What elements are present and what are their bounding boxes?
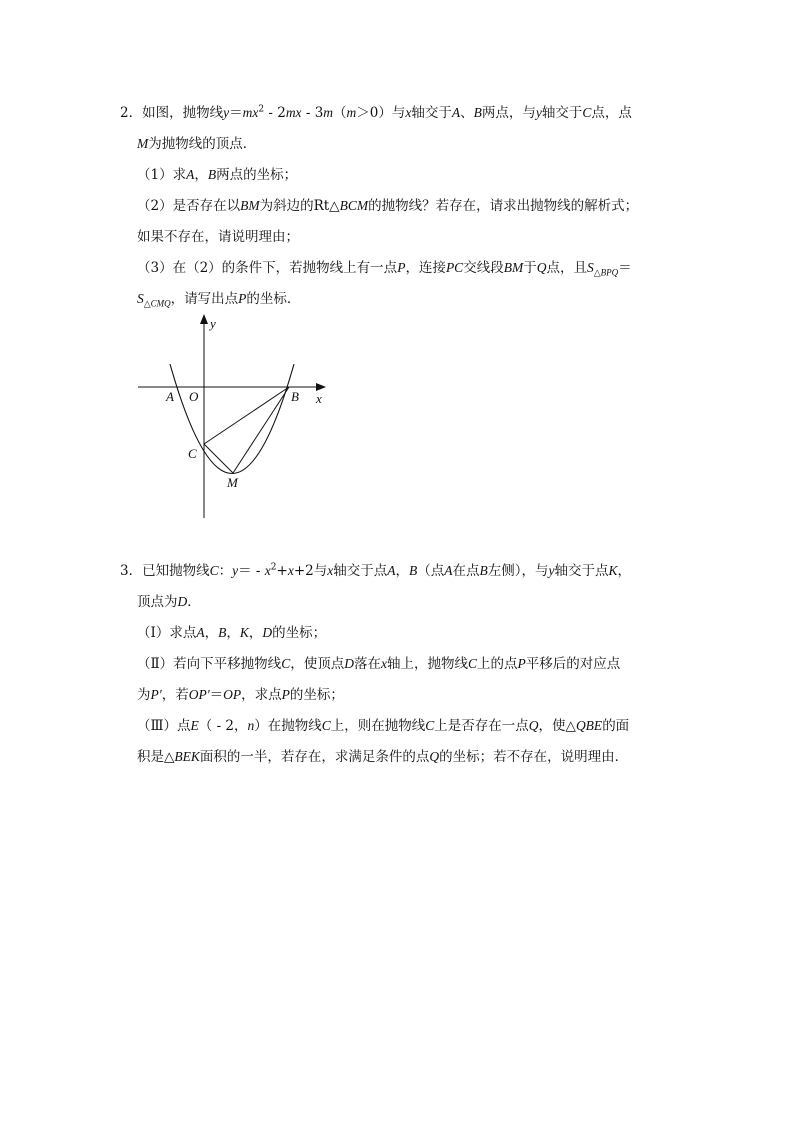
var: y: [223, 105, 230, 120]
var: E: [190, 718, 199, 733]
var: C: [467, 656, 477, 671]
text: ，使顶点: [290, 656, 345, 672]
var: D: [344, 656, 354, 671]
var: BM: [240, 198, 260, 213]
text: （1）求: [137, 167, 187, 183]
var: y: [535, 105, 542, 120]
var: x: [327, 563, 334, 578]
exponent: 2: [258, 104, 265, 115]
var: P: [281, 687, 290, 702]
text: 轴交于: [541, 105, 583, 121]
text: ，: [204, 625, 219, 641]
var: Q: [429, 749, 440, 764]
var: Q: [528, 718, 539, 733]
var: m: [323, 105, 334, 120]
label-y: y: [210, 316, 216, 331]
subscript: △BPQ: [593, 267, 619, 278]
text: （3）在（2）的条件下，若抛物线上有一点: [137, 260, 398, 276]
text: 的坐标；若不存在，说明理由．: [439, 749, 629, 765]
problem3-q1: [137, 624, 326, 642]
var: Q: [536, 260, 547, 275]
text: 轴上，抛物线: [386, 656, 468, 672]
text: 点，点: [591, 105, 632, 121]
problem2-q1: [137, 166, 297, 184]
text: ，请写出点: [170, 291, 239, 307]
problem3-q2: [137, 655, 620, 673]
var: A: [387, 563, 396, 578]
text: 如图，抛物线: [142, 105, 224, 121]
text: 落在: [353, 656, 381, 672]
problem3-line2: [137, 593, 201, 611]
var: B: [408, 563, 418, 578]
text: 的面: [602, 718, 630, 734]
x-axis-arrow: [316, 383, 326, 391]
var: M: [137, 136, 149, 151]
var: x: [405, 105, 412, 120]
text: - 3: [301, 105, 324, 121]
text: 面积的一半，若存在，求满足条件的点: [199, 749, 430, 765]
text: ＝: [229, 105, 243, 121]
text: 的抛物线？若存在，请求出抛物线的解析式；: [368, 198, 639, 214]
text: 轴交于点: [554, 563, 609, 579]
var: C: [425, 718, 435, 733]
segment-MB: [233, 387, 289, 473]
var: K: [239, 625, 249, 640]
text: - 2: [264, 105, 286, 121]
var: C: [321, 718, 331, 733]
text: ，求点: [241, 687, 282, 703]
text: 、: [460, 105, 474, 121]
var: S: [586, 260, 594, 275]
text: ，使△: [538, 718, 576, 734]
text: 为抛物线的顶点．: [148, 136, 257, 152]
text: ，连接: [405, 260, 446, 276]
var: BM: [503, 260, 524, 275]
var: D: [177, 594, 188, 609]
problem3-line1: [120, 562, 631, 580]
text: 点，且: [546, 260, 587, 276]
var: B: [218, 625, 227, 640]
label-B: B: [291, 389, 299, 404]
text: 于: [523, 260, 537, 276]
text: ＝: [209, 687, 224, 703]
text: +2与: [293, 563, 328, 579]
parabola-figure: [130, 308, 340, 523]
exponent: 2: [270, 562, 277, 573]
text: 平移后的对应点: [525, 656, 621, 672]
var: PC: [445, 260, 464, 275]
text: ＞0）与: [356, 105, 406, 121]
text: （ - 2，: [198, 718, 248, 734]
var: QBE: [575, 718, 603, 733]
problem-number: 3．: [120, 563, 143, 579]
text: 的坐标；: [272, 625, 327, 641]
label-M: M: [227, 475, 238, 490]
text: （Ⅰ）求点: [137, 625, 197, 641]
var: A: [196, 625, 205, 640]
var: P: [517, 656, 526, 671]
label-A: A: [166, 389, 174, 404]
label-C: C: [188, 446, 197, 461]
var: C: [281, 656, 291, 671]
text: 的坐标；: [289, 687, 344, 703]
var: D: [262, 625, 273, 640]
problem-number: 2．: [120, 105, 143, 121]
var: x: [380, 656, 387, 671]
text: ＝ -: [238, 563, 265, 579]
text: ，: [248, 625, 263, 641]
var: BEK: [174, 749, 200, 764]
text: 为斜边的Rt△: [259, 198, 340, 214]
var: B: [473, 105, 482, 120]
text: ：: [218, 563, 233, 579]
var: B: [479, 563, 488, 578]
var: P: [397, 260, 406, 275]
var: mx: [285, 105, 302, 120]
text: 上，则在抛物线: [330, 718, 426, 734]
text: （2）是否存在以: [137, 198, 241, 214]
var: P: [238, 291, 247, 306]
text: （点: [417, 563, 445, 579]
text: ，: [395, 563, 409, 579]
var: n: [247, 718, 255, 733]
var: C: [209, 563, 219, 578]
text: 如果不存在，请说明理由；: [137, 229, 299, 245]
problem2-q3-cont: [137, 290, 300, 308]
text: 在点: [452, 563, 480, 579]
problem3-q3: [137, 717, 629, 735]
text: 上的点: [476, 656, 518, 672]
text: +: [276, 563, 288, 579]
var: x: [287, 563, 294, 578]
problem3-q3-cont: [137, 748, 628, 766]
text: 的坐标．: [246, 291, 301, 307]
var: m: [346, 105, 357, 120]
var: P′: [150, 687, 162, 702]
var: OP: [223, 687, 242, 702]
segment-CB: [204, 387, 289, 444]
text: 轴交于: [411, 105, 452, 121]
text: （: [333, 105, 347, 121]
y-axis-arrow: [200, 314, 208, 324]
text: ，: [194, 167, 208, 183]
var: B: [207, 167, 217, 182]
text: 上是否存在一点: [434, 718, 529, 734]
text: 左侧），与: [487, 563, 549, 579]
var: mx: [242, 105, 259, 120]
var: S: [137, 291, 144, 306]
var: A: [451, 105, 461, 120]
label-O: O: [189, 389, 199, 404]
problem2-q2-cont: [137, 228, 299, 246]
text: ，: [226, 625, 240, 641]
text: 顶点为: [137, 594, 178, 610]
label-x: x: [316, 391, 322, 406]
var: OP′: [188, 687, 210, 702]
problem2-line2: [137, 135, 256, 153]
problem2-q3: [137, 259, 632, 277]
text: 交线段: [463, 260, 504, 276]
var: x: [264, 563, 271, 578]
text: ．: [187, 594, 201, 610]
text: ＝: [618, 260, 632, 276]
var: A: [186, 167, 195, 182]
subscript: △CMQ: [143, 298, 171, 309]
text: ，: [617, 563, 631, 579]
text: 两点的坐标；: [216, 167, 298, 183]
text: 已知抛物线: [142, 563, 210, 579]
text: （Ⅱ）若向下平移抛物线: [137, 656, 282, 672]
var: BCM: [339, 198, 369, 213]
var: K: [608, 563, 618, 578]
text: （Ⅲ）点: [137, 718, 191, 734]
problem2-line1: [120, 104, 632, 122]
var: C: [582, 105, 592, 120]
problem3-q2-cont: [137, 686, 344, 704]
var: y: [232, 563, 239, 578]
text: ，若: [161, 687, 189, 703]
var: y: [548, 563, 555, 578]
text: 两点，与: [481, 105, 536, 121]
text: ）在抛物线: [254, 718, 322, 734]
text: 积是△: [137, 749, 175, 765]
problem2-q2: [137, 197, 638, 215]
text: 轴交于点: [333, 563, 388, 579]
text: 为: [137, 687, 151, 703]
var: A: [444, 563, 453, 578]
